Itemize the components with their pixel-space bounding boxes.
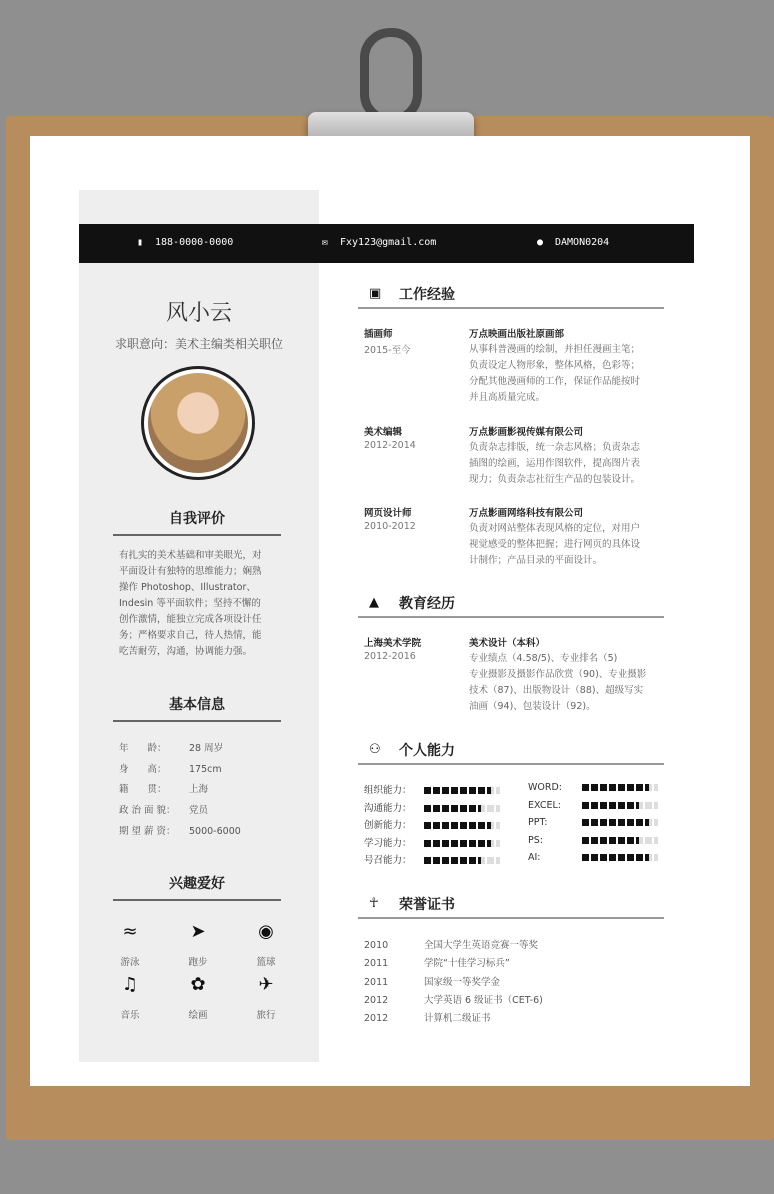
hobbies-title: 兴趣爱好 (113, 873, 281, 901)
phone-icon: ▮ (136, 237, 144, 248)
info-row: 期 望 薪 资： 5000-6000 (119, 826, 241, 837)
info-row: 身 高： 175cm (119, 764, 222, 775)
contact-email: ✉ Fxy123@gmail.com (321, 237, 437, 248)
honor-item: 2011 国家级一等奖学金 (364, 977, 501, 988)
skill-row (364, 852, 500, 869)
briefcase-icon: ▣ (369, 286, 382, 301)
skill-row (364, 782, 500, 799)
skill-level-fill (582, 854, 649, 861)
skill-row (528, 852, 658, 869)
work-section-title: ▣ 工作经验 (358, 283, 664, 309)
skill-row (528, 817, 658, 834)
self-eval-title: 自我评价 (113, 508, 281, 536)
avatar-image (148, 373, 248, 473)
hobby-music: ♫ 音乐 (110, 973, 150, 1021)
avatar (141, 366, 255, 480)
hobby-painting: ✿ 绘画 (178, 973, 218, 1021)
skill-level-bar (424, 857, 500, 864)
skill-row (528, 782, 658, 799)
skill-label: 学习能力： (364, 837, 412, 849)
skill-row (528, 800, 658, 817)
info-row: 籍 贯： 上海 (119, 784, 209, 795)
skill-level-bar (582, 819, 658, 826)
skill-label: EXCEL: (528, 799, 561, 811)
info-row: 政 治 面 貌： 党员 (119, 805, 209, 816)
graduation-cap-icon: ▲ (369, 595, 379, 610)
skill-level-bar (582, 802, 658, 809)
honor-item: 2010 全国大学生英语竞赛一等奖 (364, 940, 539, 951)
skill-level-bar (424, 840, 500, 847)
headphones-icon: ♫ (121, 974, 139, 995)
honor-item: 2011 学院“十佳学习标兵” (364, 958, 510, 969)
skill-row (364, 817, 500, 834)
job-intent: 求职意向：美术主编类相关职位 (114, 337, 283, 351)
skill-label: AI: (528, 852, 541, 863)
skill-row (528, 835, 658, 852)
skill-level-fill (424, 857, 481, 864)
skill-level-fill (582, 819, 649, 826)
info-row: 年 龄： 28 周岁 (119, 743, 224, 754)
basketball-icon: ◉ (258, 921, 274, 942)
skill-label: 创新能力： (364, 820, 412, 831)
skill-level-fill (424, 787, 491, 794)
airplane-icon: ✈ (258, 974, 274, 995)
contact-phone: ▮ 188-0000-0000 (136, 237, 234, 248)
skill-level-fill (582, 802, 639, 809)
skill-level-bar (582, 854, 658, 861)
skill-label: PS: (528, 834, 543, 846)
mail-icon: ✉ (321, 237, 329, 248)
skill-level-fill (582, 837, 639, 844)
skill-label: 组织能力： (364, 785, 412, 796)
weibo-icon: ● (536, 237, 544, 248)
swim-icon: ≈ (122, 921, 138, 942)
skill-level-fill (424, 805, 481, 812)
skill-level-bar (582, 837, 658, 844)
skill-row (364, 800, 500, 817)
skill-level-fill (582, 784, 649, 791)
self-eval-text: 有扎实的美术基础和审美眼光，对 平面设计有独特的思维能力；娴熟 操作 Photoshop、Illustrator、 Indesin 等平面软件；坚持不懈的 创作激情，能独立完成各项设计任 务；严格要求自己，待人热情，能 吃苦耐劳，沟通，协调能力强。 (119, 550, 262, 657)
skill-level-bar (424, 787, 500, 794)
trophy-icon: ☥ (369, 896, 379, 911)
honors-section-title: ☥ 荣誉证书 (358, 893, 664, 919)
contact-weibo: ● DAMON0204 (536, 237, 610, 248)
run-icon: ➤ (190, 921, 206, 942)
contact-bar (79, 224, 694, 263)
skill-label: 号召能力： (364, 855, 412, 866)
skill-label: WORD: (528, 782, 562, 793)
skill-label: PPT: (528, 817, 548, 828)
skill-level-bar (424, 822, 500, 829)
skill-row (364, 835, 500, 852)
education-section-title: ▲ 教育经历 (358, 592, 664, 618)
hobby-run: ➤ 跑步 (178, 920, 218, 968)
person-plus-icon: ⚇ (369, 742, 381, 757)
palette-icon: ✿ (190, 974, 206, 995)
skill-label: 沟通能力： (364, 802, 412, 814)
skills-section-title: ⚇ 个人能力 (358, 739, 664, 765)
skill-level-fill (424, 822, 491, 829)
skill-level-fill (424, 840, 491, 847)
person-name: 风小云 (165, 301, 232, 326)
skill-level-bar (582, 784, 658, 791)
hobby-basketball: ◉ 篮球 (246, 920, 286, 968)
hobby-travel: ✈ 旅行 (246, 973, 286, 1021)
honor-item: 2012 大学英语 6 级证书（CET-6) (364, 995, 543, 1006)
clip-ring (360, 28, 422, 124)
basic-info-title: 基本信息 (113, 694, 281, 722)
hobby-swim: ≈ 游泳 (110, 920, 150, 968)
skill-level-bar (424, 805, 500, 812)
honor-item: 2012 计算机二级证书 (364, 1013, 491, 1024)
